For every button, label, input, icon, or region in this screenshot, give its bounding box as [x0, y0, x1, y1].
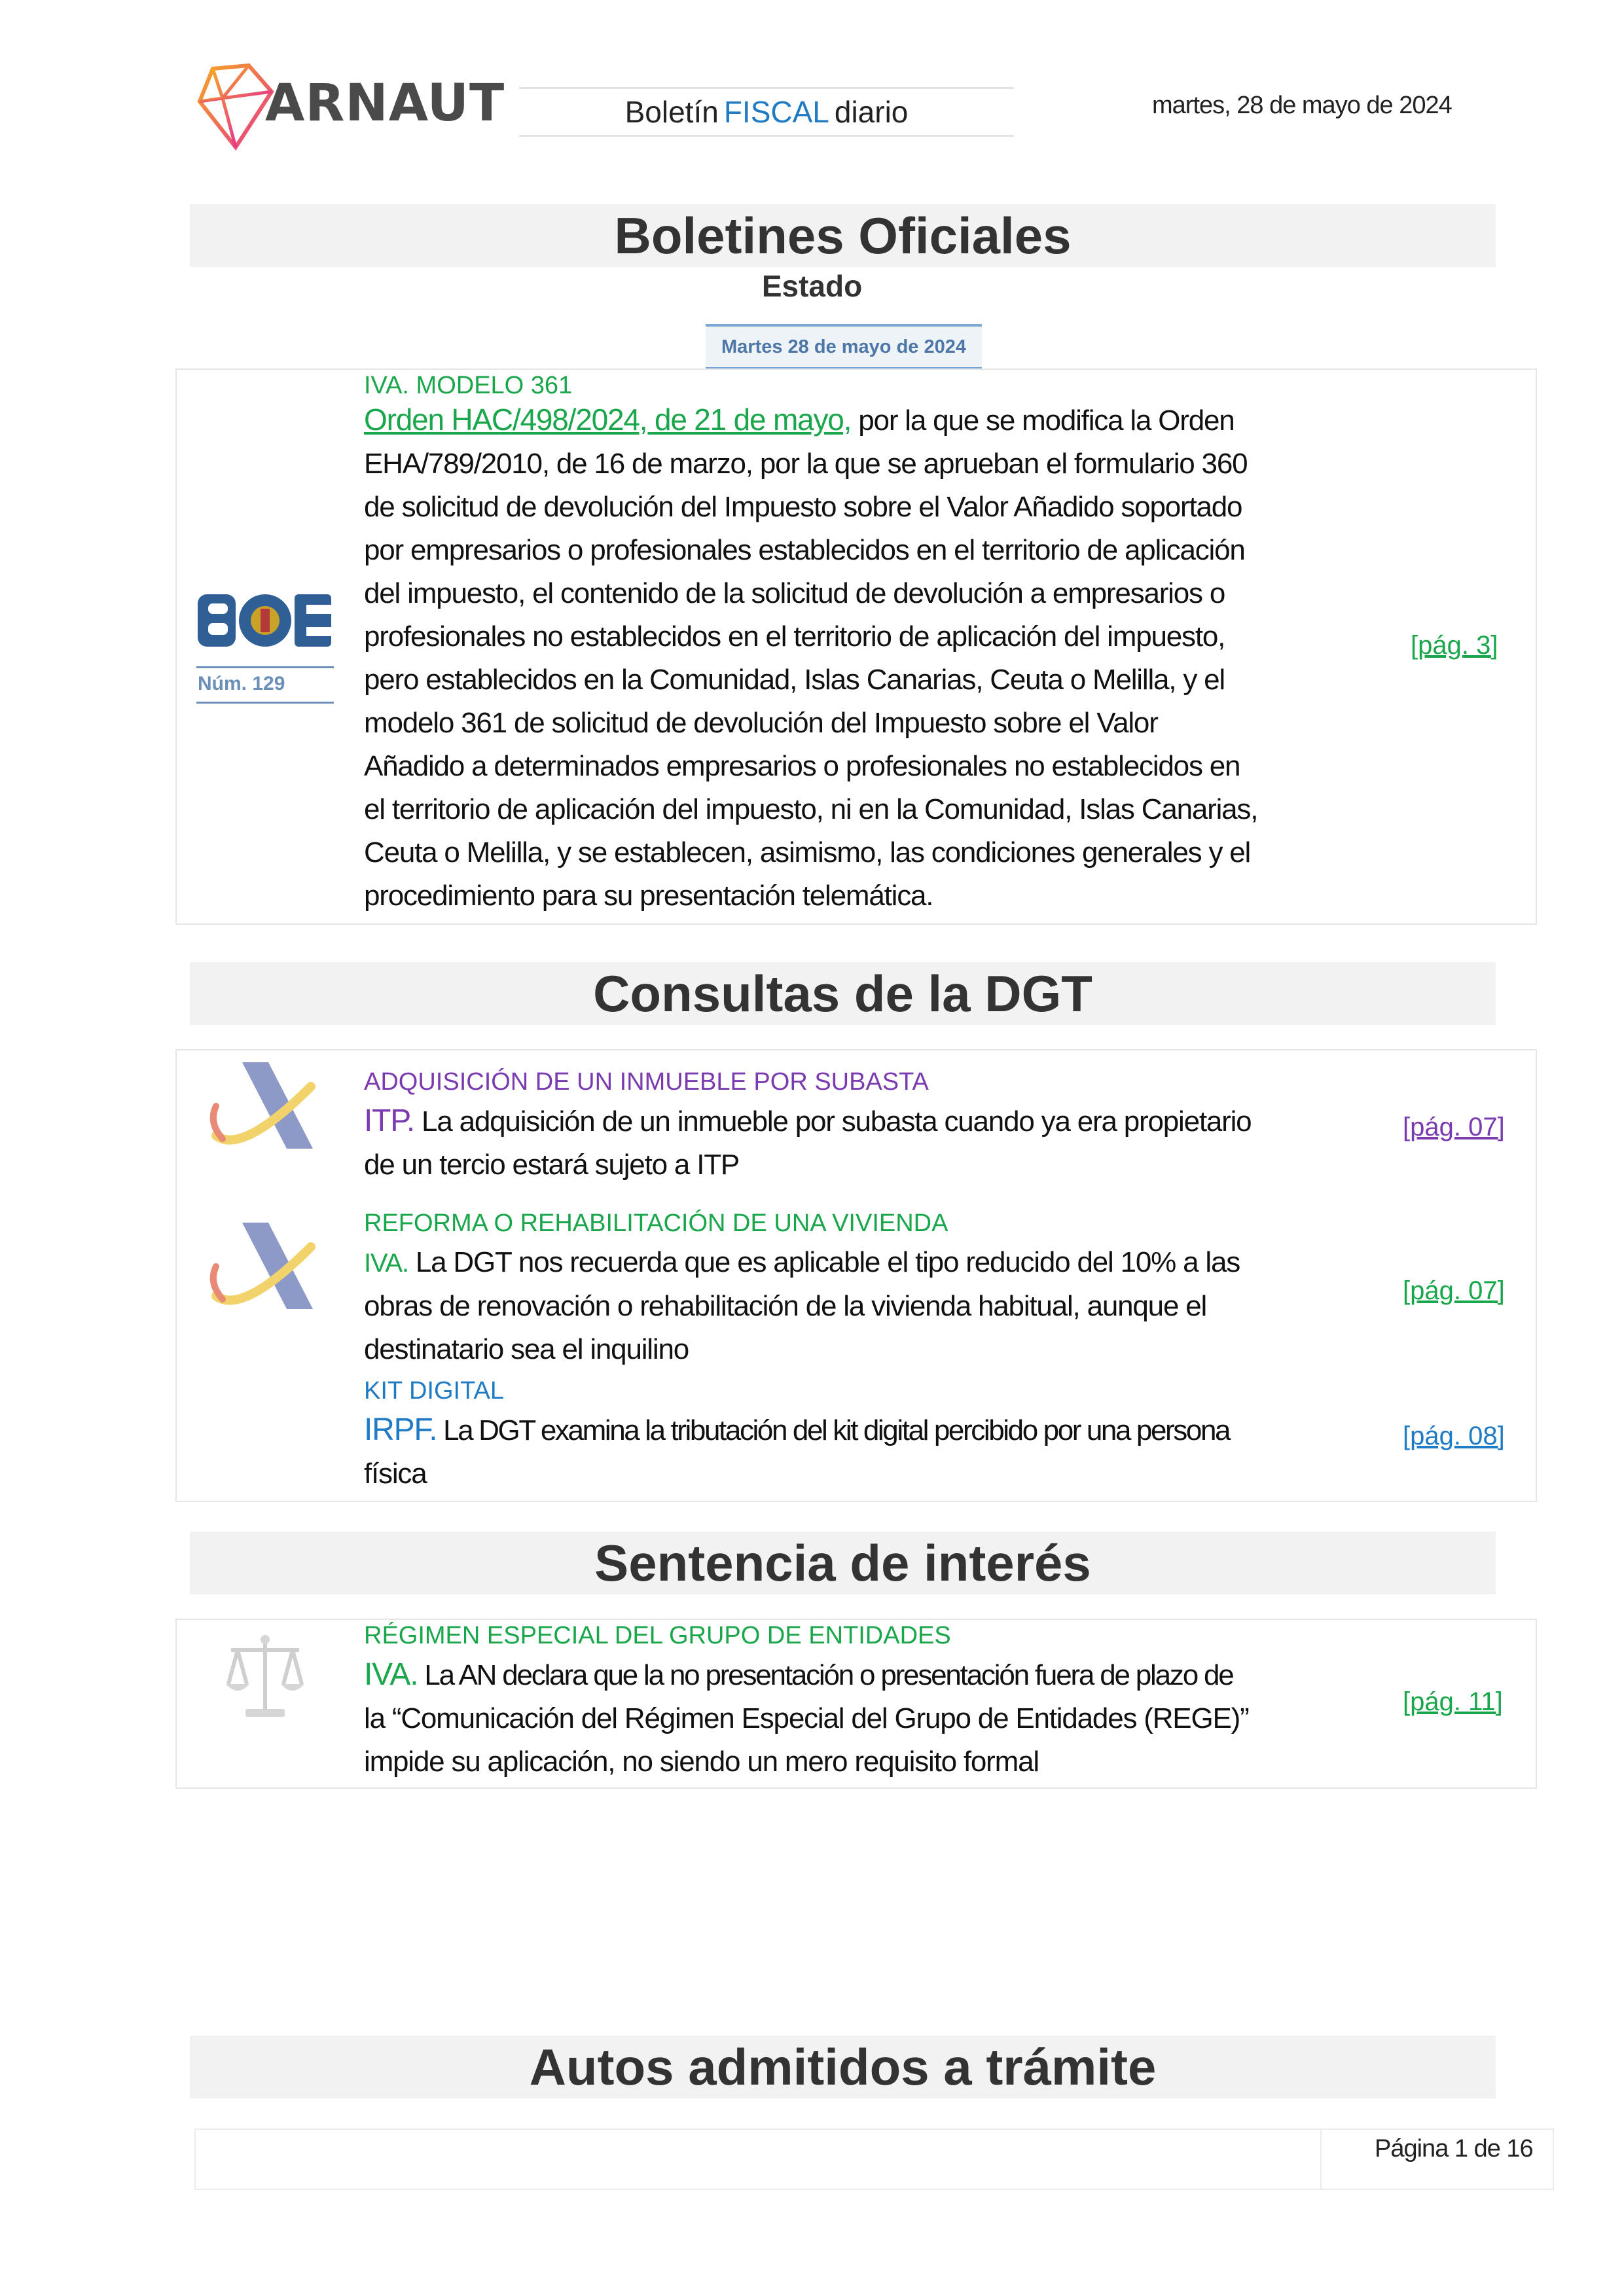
dgt-entry-2-line-3: destinatario sea el inquilino — [364, 1333, 689, 1365]
bulletin-suffix: diario — [834, 95, 909, 129]
diamond-logo-icon — [196, 62, 275, 151]
dgt-entry-1-page-ref-link[interactable]: [pág. 07] — [1403, 1113, 1505, 1141]
sentencia-kicker: RÉGIMEN ESPECIAL DEL GRUPO DE ENTIDADES — [364, 1622, 951, 1649]
section-title-boletines: Boletines Oficiales — [190, 204, 1496, 267]
boe-entry-line-1 — [364, 398, 1339, 442]
sentencia-page-ref-link[interactable]: [pág. 11] — [1403, 1687, 1503, 1716]
boe-entry-line-6: profesionales no establecidos en el territorio de aplicación del impuesto, — [364, 620, 1225, 653]
aeat-logo-icon-2 — [203, 1217, 321, 1316]
dgt-entry-3-tax: IRPF. — [364, 1412, 437, 1447]
boe-entry-line-10: el territorio de aplicación del impuesto, ni en la Comunidad, Islas Canarias, — [364, 793, 1258, 825]
dgt-entry-3-text — [364, 1408, 1365, 1496]
boe-page-ref-link[interactable]: [pág. 3] — [1411, 631, 1498, 660]
dgt-entry-2-kicker: REFORMA O REHABILITACIÓN DE UNA VIVIENDA — [364, 1210, 948, 1237]
section-subtitle-estado: Estado — [761, 269, 863, 303]
dgt-entry-1-line-1-text: La adquisición de un inmueble por subasta cuando ya era propietario — [414, 1105, 1252, 1138]
section-title-sentencia: Sentencia de interés — [190, 1532, 1496, 1594]
boe-entry-line-4: por empresarios o profesionales establecidos en el territorio de aplicación — [364, 534, 1245, 566]
sentencia-entry-text — [364, 1653, 1365, 1784]
logo-text: ARNAUT — [265, 74, 505, 133]
dgt-entry-1-kicker: ADQUISICIÓN DE UN INMUEBLE POR SUBASTA — [364, 1068, 929, 1096]
boe-entry-line-2: EHA/789/2010, de 16 de marzo, por la que se aprueban el formulario 360 — [364, 448, 1248, 480]
header-date: martes, 28 de mayo de 2024 — [1152, 92, 1452, 119]
boe-entry-line-9: Añadido a determinados empresarios o profesionales no establecidos en — [364, 750, 1240, 782]
boe-entry-line-12: procedimiento para su presentación telemática. — [364, 880, 933, 912]
bulletin-accent: FISCAL — [723, 95, 829, 129]
boe-logo-underline — [196, 702, 334, 704]
boe-order-link[interactable]: Orden HAC/498/2024, de 21 de mayo, — [364, 403, 852, 437]
arnaut-logo — [196, 62, 505, 154]
dgt-entry-3-page-ref-link[interactable]: [pág. 08] — [1403, 1422, 1505, 1450]
aeat-logo-icon — [203, 1057, 321, 1155]
dgt-entry-2-tax: IVA. — [364, 1249, 408, 1278]
boe-entry-text — [364, 398, 1339, 918]
dgt-entry-1-line-2: de un tercio estará sujeto a ITP — [364, 1149, 740, 1181]
bulletin-title — [519, 87, 1014, 137]
footer-box — [194, 2128, 1554, 2190]
dgt-entry-2-line-2: obras de renovación o rehabilitación de la vivienda habitual, aunque el — [364, 1290, 1207, 1322]
dgt-entry-1-text — [364, 1100, 1365, 1187]
section-title-autos: Autos admitidos a trámite — [190, 2036, 1496, 2098]
boe-date-label: Martes 28 de mayo de 2024 — [706, 324, 982, 370]
footer-divider — [1320, 2128, 1322, 2189]
boe-logo-divider — [196, 666, 334, 668]
sentencia-line-1 — [364, 1653, 1365, 1697]
dgt-entry-3-line-1 — [364, 1408, 1365, 1452]
dgt-entry-3-line-1-text: La DGT examina la tributación del kit digital percibido por una persona — [437, 1414, 1230, 1446]
dgt-entry-1-line-1 — [364, 1100, 1365, 1143]
sentencia-line-2: la “Comunicación del Régimen Especial del Grupo de Entidades (REGE)” — [364, 1702, 1249, 1734]
section-title-dgt: Consultas de la DGT — [190, 962, 1496, 1025]
scales-of-justice-icon — [219, 1633, 311, 1721]
dgt-entry-2-text — [364, 1241, 1365, 1371]
dgt-entry-2-line-1-text: La DGT nos recuerda que es aplicable el tipo reducido del 10% a las — [408, 1246, 1240, 1278]
sentencia-line-3: impide su aplicación, no siendo un mero requisito formal — [364, 1746, 1039, 1778]
boe-logo-icon — [196, 589, 334, 651]
boe-entry-line-7: pero establecidos en la Comunidad, Islas Canarias, Ceuta o Melilla, y el — [364, 664, 1225, 696]
boe-entry-line-1-text: por la que se modifica la Orden — [851, 404, 1235, 437]
boe-entry-line-11: Ceuta o Melilla, y se establecen, asimismo, las condiciones generales y el — [364, 836, 1251, 869]
sentencia-line-1-text: La AN declara que la no presentación o presentación fuera de plazo de — [418, 1659, 1233, 1691]
dgt-entry-3-kicker: KIT DIGITAL — [364, 1377, 504, 1405]
boe-issue-number: Núm. 129 — [198, 673, 285, 694]
bulletin-prefix: Boletín — [624, 95, 719, 129]
dgt-entry-2-line-1 — [364, 1241, 1365, 1285]
dgt-entry-1-tax: ITP. — [364, 1103, 415, 1138]
boe-logo — [196, 589, 337, 707]
boe-entry-line-8: modelo 361 de solicitud de devolución del Impuesto sobre el Valor — [364, 707, 1158, 739]
dgt-entry-3-line-2: física — [364, 1458, 427, 1490]
dgt-entry-2-page-ref-link[interactable]: [pág. 07] — [1403, 1276, 1505, 1305]
boe-kicker: IVA. MODELO 361 — [364, 372, 573, 399]
boe-entry-line-3: de solicitud de devolución del Impuesto sobre el Valor Añadido soportado — [364, 491, 1242, 523]
boe-entry-line-5: del impuesto, el contenido de la solicitud de devolución a empresarios o — [364, 577, 1225, 609]
page-number: Página 1 de 16 — [1375, 2135, 1533, 2162]
sentencia-tax: IVA. — [364, 1657, 418, 1692]
